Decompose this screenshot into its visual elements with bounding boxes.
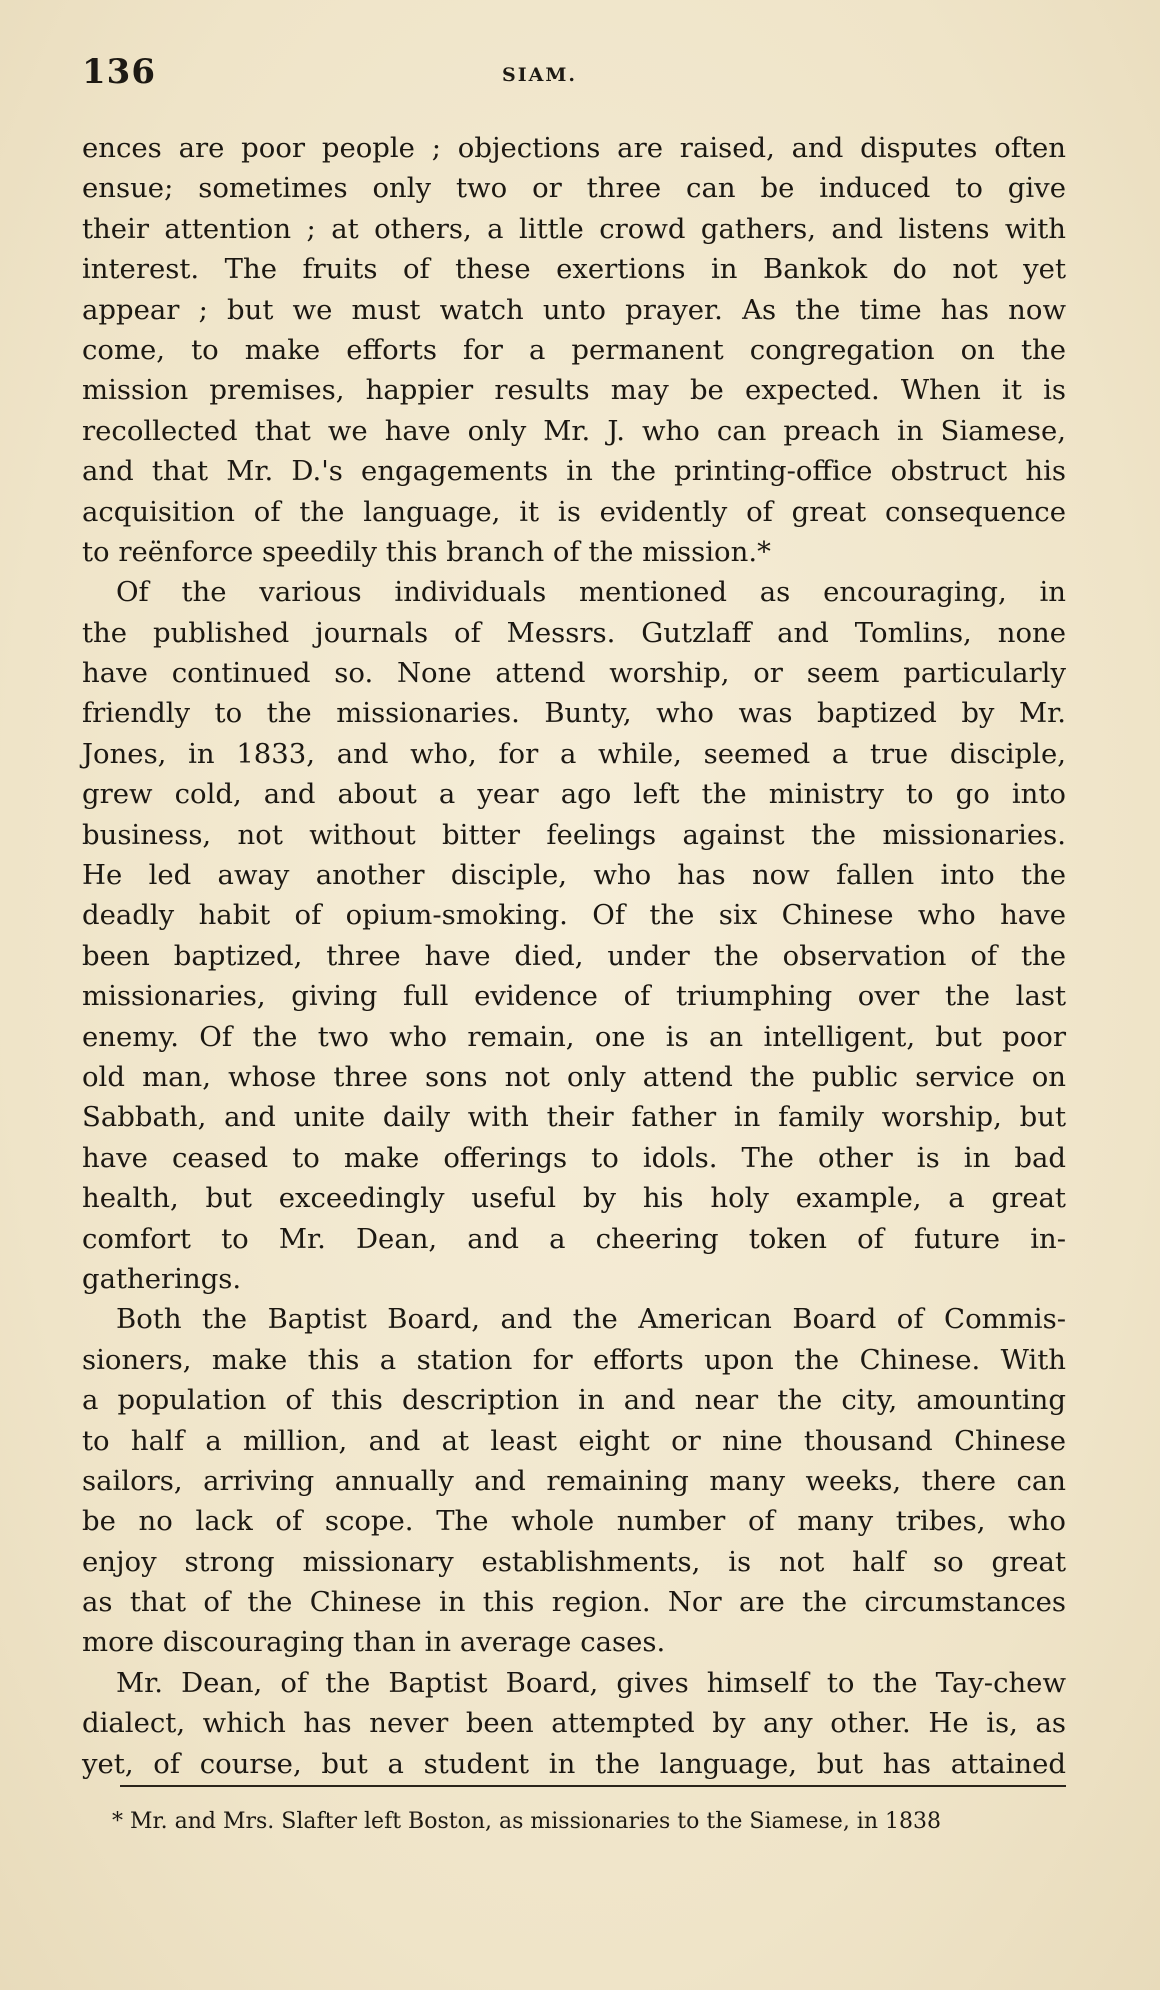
text-line: come, to make efforts for a permanent congregation on the — [82, 333, 1066, 366]
text-line: as that of the Chinese in this region. Nor are the circumstances — [82, 1586, 1066, 1619]
text-line: Both the Baptist Board, and the American Board of Commis- — [116, 1303, 1066, 1336]
text-line: friendly to the missionaries. Bunty, who was baptized by Mr. — [82, 697, 1066, 730]
body-text — [82, 128, 1066, 1784]
text-line: health, but exceedingly useful by his holy example, a great — [82, 1182, 1066, 1215]
text-line: yet, of course, but a student in the language, but has attained — [82, 1747, 1066, 1780]
text-line: Jones, in 1833, and who, for a while, seemed a true disciple, — [82, 737, 1066, 770]
text-line: have ceased to make offerings to idols. The other is in bad — [82, 1141, 1066, 1174]
text-line: gatherings. — [82, 1262, 242, 1295]
text-line: to reënforce speedily this branch of the mission.* — [82, 535, 771, 568]
text-line: ences are poor people ; objections are raised, and disputes often — [82, 132, 1066, 164]
text-line: interest. The fruits of these exertions in Bankok do not yet — [82, 253, 1066, 286]
text-line: been baptized, three have died, under the observation of the — [82, 939, 1066, 972]
text-line: enjoy strong missionary establishments, is not half so great — [82, 1545, 1066, 1578]
text-line: business, not without bitter feelings against the missionaries. — [82, 818, 1066, 851]
text-line: He led away another disciple, who has now fallen into the — [82, 859, 1066, 892]
text-line: sioners, make this a station for efforts upon the Chinese. With — [82, 1343, 1066, 1376]
text-line: Sabbath, and unite daily with their father in family worship, but — [82, 1101, 1066, 1134]
text-line: missionaries, giving full evidence of triumphing over the last — [82, 980, 1066, 1013]
text-line: comfort to Mr. Dean, and a cheering token of future in- — [82, 1222, 1066, 1255]
text-line: dialect, which has never been attempted by any other. He is, as — [82, 1707, 1066, 1740]
text-line: sailors, arriving annually and remaining many weeks, there can — [82, 1464, 1066, 1497]
footnote-divider — [120, 1785, 1066, 1787]
text-line: be no lack of scope. The whole number of many tribes, who — [82, 1505, 1066, 1538]
text-line: ensue; sometimes only two or three can be induced to give — [82, 172, 1066, 205]
text-line: enemy. Of the two who remain, one is an intelligent, but poor — [82, 1020, 1066, 1053]
text-line: and that Mr. D.'s engagements in the printing-office obstruct his — [82, 455, 1066, 488]
page-number: 136 — [82, 52, 156, 92]
text-line: have continued so. None attend worship, or seem particularly — [82, 657, 1066, 690]
text-line: Mr. Dean, of the Baptist Board, gives himself to the Tay-chew — [116, 1666, 1066, 1699]
text-line: the published journals of Messrs. Gutzlaff and Tomlins, none — [82, 616, 1066, 649]
running-head: SIAM. — [502, 64, 577, 86]
text-line: their attention ; at others, a little crowd gathers, and listens with — [82, 212, 1066, 245]
text-line: recollected that we have only Mr. J. who can preach in Siamese, — [82, 414, 1066, 447]
text-line: more discouraging than in average cases. — [82, 1626, 666, 1659]
text-line: appear ; but we must watch unto prayer. As the time has now — [82, 293, 1066, 326]
page-header — [82, 52, 1078, 96]
text-line: grew cold, and about a year ago left the ministry to go into — [82, 778, 1066, 811]
text-line: deadly habit of opium-smoking. Of the six Chinese who have — [82, 899, 1066, 932]
footnote: * Mr. and Mrs. Slafter left Boston, as missionaries to the Siamese, in 1838 — [112, 1809, 941, 1834]
text-line: old man, whose three sons not only attend the public service on — [82, 1060, 1066, 1093]
text-line: mission premises, happier results may be expected. When it is — [82, 374, 1066, 407]
text-line: acquisition of the language, it is evidently of great consequence — [82, 495, 1066, 528]
text-line: Of the various individuals mentioned as encouraging, in — [116, 576, 1066, 609]
text-line: to half a million, and at least eight or nine thousand Chinese — [82, 1424, 1066, 1457]
text-line: a population of this description in and near the city, amounting — [82, 1384, 1066, 1417]
